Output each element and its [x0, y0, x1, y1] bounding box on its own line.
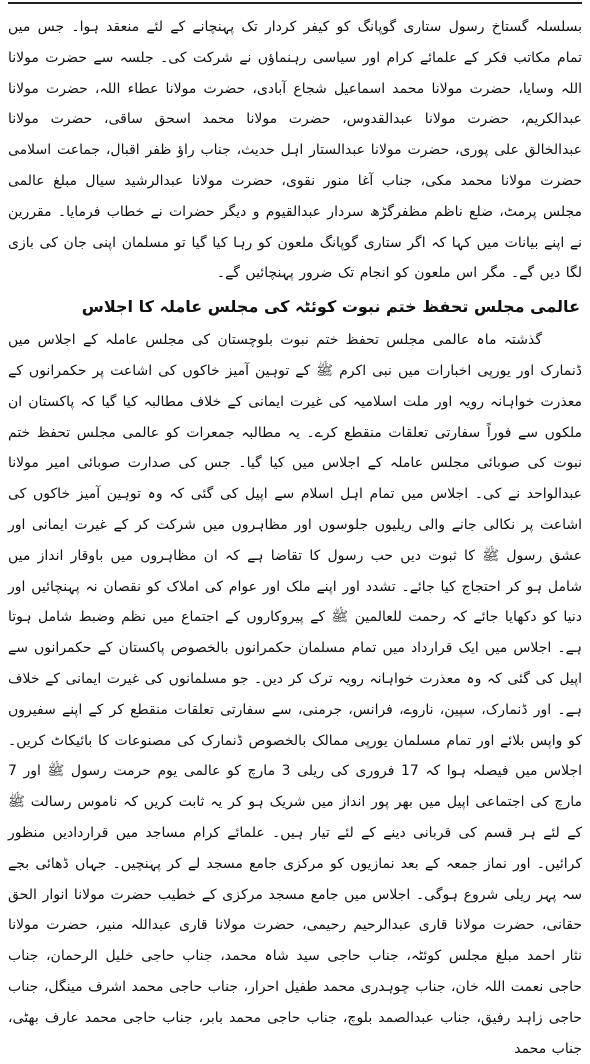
paragraph-meeting: گذشتہ ماہ عالمی مجلس تحفظ ختم نبوت بلوچستان کی مجلس عاملہ کے اجلاس میں ڈنمارک اور یورپی اخبارات میں نبی اکرم ﷺ کے توہین آمیز خاکوں کی اشاعت پر حکمرانوں کے معذرت خواہانہ رویہ اور ملت اسلامیہ کی غیرت ایمانی کے خلاف مطالبہ کیا گیا کہ پاکستان ان ملکوں سے فوراً سفارتی تعلقات منقطع کرے۔ یہ مطالبہ جمعرات کو عالمی مجلس تحفظ ختم نبوت کی صوبائی مجلس عاملہ کے اجلاس میں کیا گیا۔ جس کی صدارت صوبائی امیر مولانا عبدالواحد نے کی۔ اجلاس میں تمام اہل اسلام سے اپیل کی گئی کہ وہ توہین آمیز خاکوں کی اشاعت پر نکالی جانے والی ریلیوں جلوسوں اور مظاہروں میں شرکت کر کے غیرت ایمانی اور عشق رسول ﷺ کا ثبوت دیں حب رسول کا تقاضا ہے کہ ان مظاہروں میں باوقار انداز میں شامل ہو کر احتجاج کیا جائے۔ تشدد اور اپنے ملک اور عوام کی املاک کو نقصان نہ پہنچائیں اور دنیا کو دکھایا جائے کہ رحمت للعالمین ﷺ کے پیروکاروں کے اجتماع میں نظم وضبط شامل ہوتا ہے۔ اجلاس میں ایک قرارداد میں تمام مسلمان حکمرانوں بالخصوص پاکستان کے حکمرانوں سے اپیل کی گئی کہ وہ معذرت خواہانہ رویہ ترک کر دیں۔ جو مسلمانوں کی غیرت ایمانی کے خلاف ہے۔ اور ڈنمارک، سپین، ناروے، فرانس، جرمنی، سے سفارتی تعلقات منقطع کر کے اپنے سفیروں کو واپس بلائے اور تمام مسلمان یورپی ممالک بالخصوص ڈنمارک کی مصنوعات کا بائیکاٹ کریں۔ اجلاس میں فیصلہ ہوا کہ 17 فروری کی ریلی 3 مارچ کو عالمی یوم حرمت رسول ﷺ اور 7 مارچ کی اجتماعی اپیل میں بھر پور انداز میں شریک ہو کر یہ ثابت کریں کہ ناموس رسالت ﷺ کے لئے ہر قسم کی قربانی دینے کے لئے تیار ہیں۔ علمائے کرام مساجد میں قراردادیں منظور کرائیں۔ اور نماز جمعہ کے بعد نمازیوں کو مرکزی جامع مسجد لے کر پہنچیں۔ جہاں ڈھائی بجے سہ پہر ریلی شروع ہوگی۔ اجلاس میں جامع مسجد مرکزی کے خطیب حضرت مولانا انوار الحق حقانی، حضرت مولانا قاری عبدالرحیم رحیمی، حضرت مولانا قاری عبداللہ منیر، حضرت مولانا نثار احمد مبلغ مجلس کوئٹہ، جناب حاجی سید شاہ محمد، جناب حاجی خلیل الرحمان، جناب حاجی نعمت اللہ خان، جناب چوہدری محمد طفیل احرار، جناب حاجی محمد اشرف مینگل، جناب حاجی زاہد رفیق، جناب عبدالصمد بلوچ، جناب حاجی محمد بابر، جناب حاجی محمد عارف بھٹی، جناب محمد [8, 332, 582, 1057]
paragraph-intro: بسلسلہ گستاخ رسول ستاری گوپانگ کو کیفر کردار تک پہنچانے کے لئے منعقد ہوا۔ جس میں تمام مکاتب فکر کے علمائے کرام اور سیاسی رہنماؤں نے شرکت کی۔ جلسہ سے حضرت مولانا اللہ وسایا، حضرت مولانا محمد اسماعیل شجاع آبادی، حضرت مولانا عطاء اللہ، حضرت مولانا عبدالکریم، حضرت مولانا عبدالقدوس، حضرت مولانا محمد اسحق ساقی، حضرت مولانا عبدالخالق علی پوری، حضرت مولانا عبدالستار اہل حدیث، جناب راؤ ظفر اقبال، جماعت اسلامی حضرت مولانا محمد مکی، جناب آغا منور نقوی، حضرت مولانا عبدالرشید سیال مبلغ عالمی مجلس پرمٹ، ضلع ناظم مظفرگڑھ سردار عبدالقیوم و دیگر حضرات نے خطاب فرمایا۔ مقررین نے اپنے بیانات میں کہا کہ اگر ستاری گوپانگ ملعون کو رہا کیا گیا تو مسلمان اپنی جان کی بازی لگا دیں گے۔ مگر اس ملعون کو انجام تک ضرور پہنچائیں گے۔ [8, 19, 582, 282]
top-rule [8, 2, 582, 10]
section-heading: عالمی مجلس تحفظ ختم نبوت کوئٹہ کی مجلس عاملہ کا اجلاس [81, 297, 580, 317]
